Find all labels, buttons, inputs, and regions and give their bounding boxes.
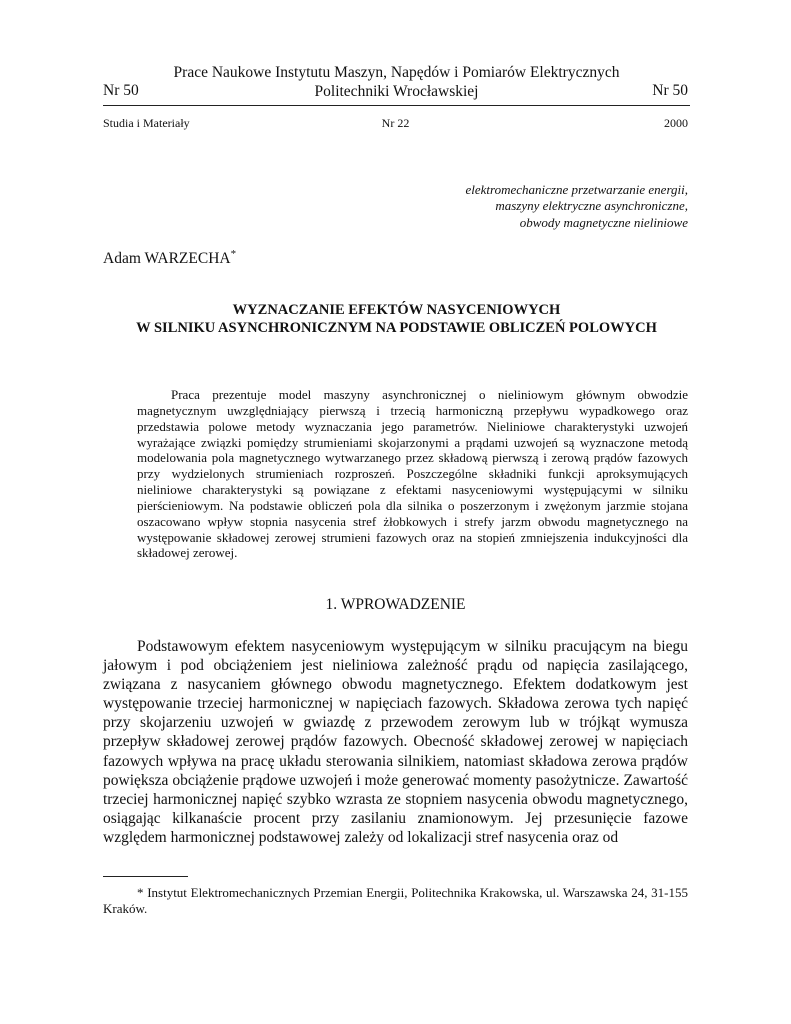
section-heading: 1. WPROWADZENIE [325, 596, 466, 613]
author-name: Adam WARZECHA [103, 250, 231, 268]
footnote: * Instytut Elektromechanicznych Przemian Energii, Politechnika Krakowska, ul. Warszawska 24, 31-155 Kraków. [103, 885, 688, 916]
series-name: Studia i Materiały [103, 116, 190, 130]
paper-title: WYZNACZANIE EFEKTÓW NASYCENIOWYCH W SILNIKU ASYNCHRONICZNYM NA PODSTAWIE OBLICZEŃ POLOWYCH [136, 302, 657, 336]
issue-number-right: Nr 50 [652, 82, 688, 99]
issue-number-left: Nr 50 [103, 82, 139, 99]
abstract: Praca prezentuje model maszyny asynchronicznej o nieliniowym głównym obwodzie magnetycznym uwzględniający pierwszą i trzecią harmoniczną przepływu wypadkowego oraz przedstawia polowe metody wyznaczania jego parametrów. Nieliniowe charakterystyki uzwojeń wyrażające związki pomiędzy strumieniami skojarzonymi a prądami uzwojeń są wyznaczone metodą modelowania pola magnetycznego wytwarzanego przez składową pierwszą i zerową prądów fazowych przy wydzielonych strumieniach rozproszeń. Poszczególne składniki funkcji aproksymujących nieliniowe charakterystyki są powiązane z efektami nasyceniowymi występującymi w silniku pierścieniowym. Na podstawie obliczeń pola dla silnika o poszerzonym i zwężonym jarzmie stojana oszacowano wpływ stopnia nasycenia stref żłobkowych i strefy jarzm obwodu magnetycznego na występowanie składowej zerowej strumieni fazowych oraz na stopień zmniejszenia indukcyjności dla składowej zerowej. [137, 387, 688, 561]
header-rule [103, 105, 690, 106]
body-paragraph: Podstawowym efektem nasyceniowym występującym w silniku pracującym na biegu jałowym i pod obciążeniem jest nieliniowa zależność prądu od napięcia zasilającego, związana z nasycaniem głównego obwodu magnetycznego. Efektem dodatkowym jest występowanie trzeciej harmonicznej w napięciach fazowych. Składowa zerowa tych napięć przy skojarzeniu uzwojeń w gwiazdę z przewodem zerowym lub w trójkąt wymusza przepływ składowej zerowej prądów fazowych. Obecność składowej zerowej w napięciach fazowych wpływa na pracę układu sterowania silnikiem, natomiast składowa zerowa prądów powiększa obciążenie prądowe uzwojeń i może generować momenty pasożytnicze. Zawartość trzeciej harmonicznej napięć szybko wzrasta ze stopniem nasycenia obwodu magnetycznego, osiągając kilkanaście procent przy zasilaniu znamionowym. Jej przesunięcie fazowe względem harmonicznej podstawowej zależy od lokalizacji stref nasycenia oraz od [103, 638, 688, 846]
author-footnote-mark: * [230, 248, 237, 260]
publication-year: 2000 [664, 116, 688, 130]
series-issue: Nr 22 [381, 116, 410, 130]
keywords: elektromechaniczne przetwarzanie energii, maszyny elektryczne asynchroniczne, obwody magnetyczne nieliniowe [465, 182, 688, 230]
footnote-rule [103, 876, 188, 877]
author [103, 248, 236, 268]
journal-title: Prace Naukowe Instytutu Maszyn, Napędów i Pomiarów Elektrycznych Politechniki Wrocławskiej [173, 64, 620, 100]
